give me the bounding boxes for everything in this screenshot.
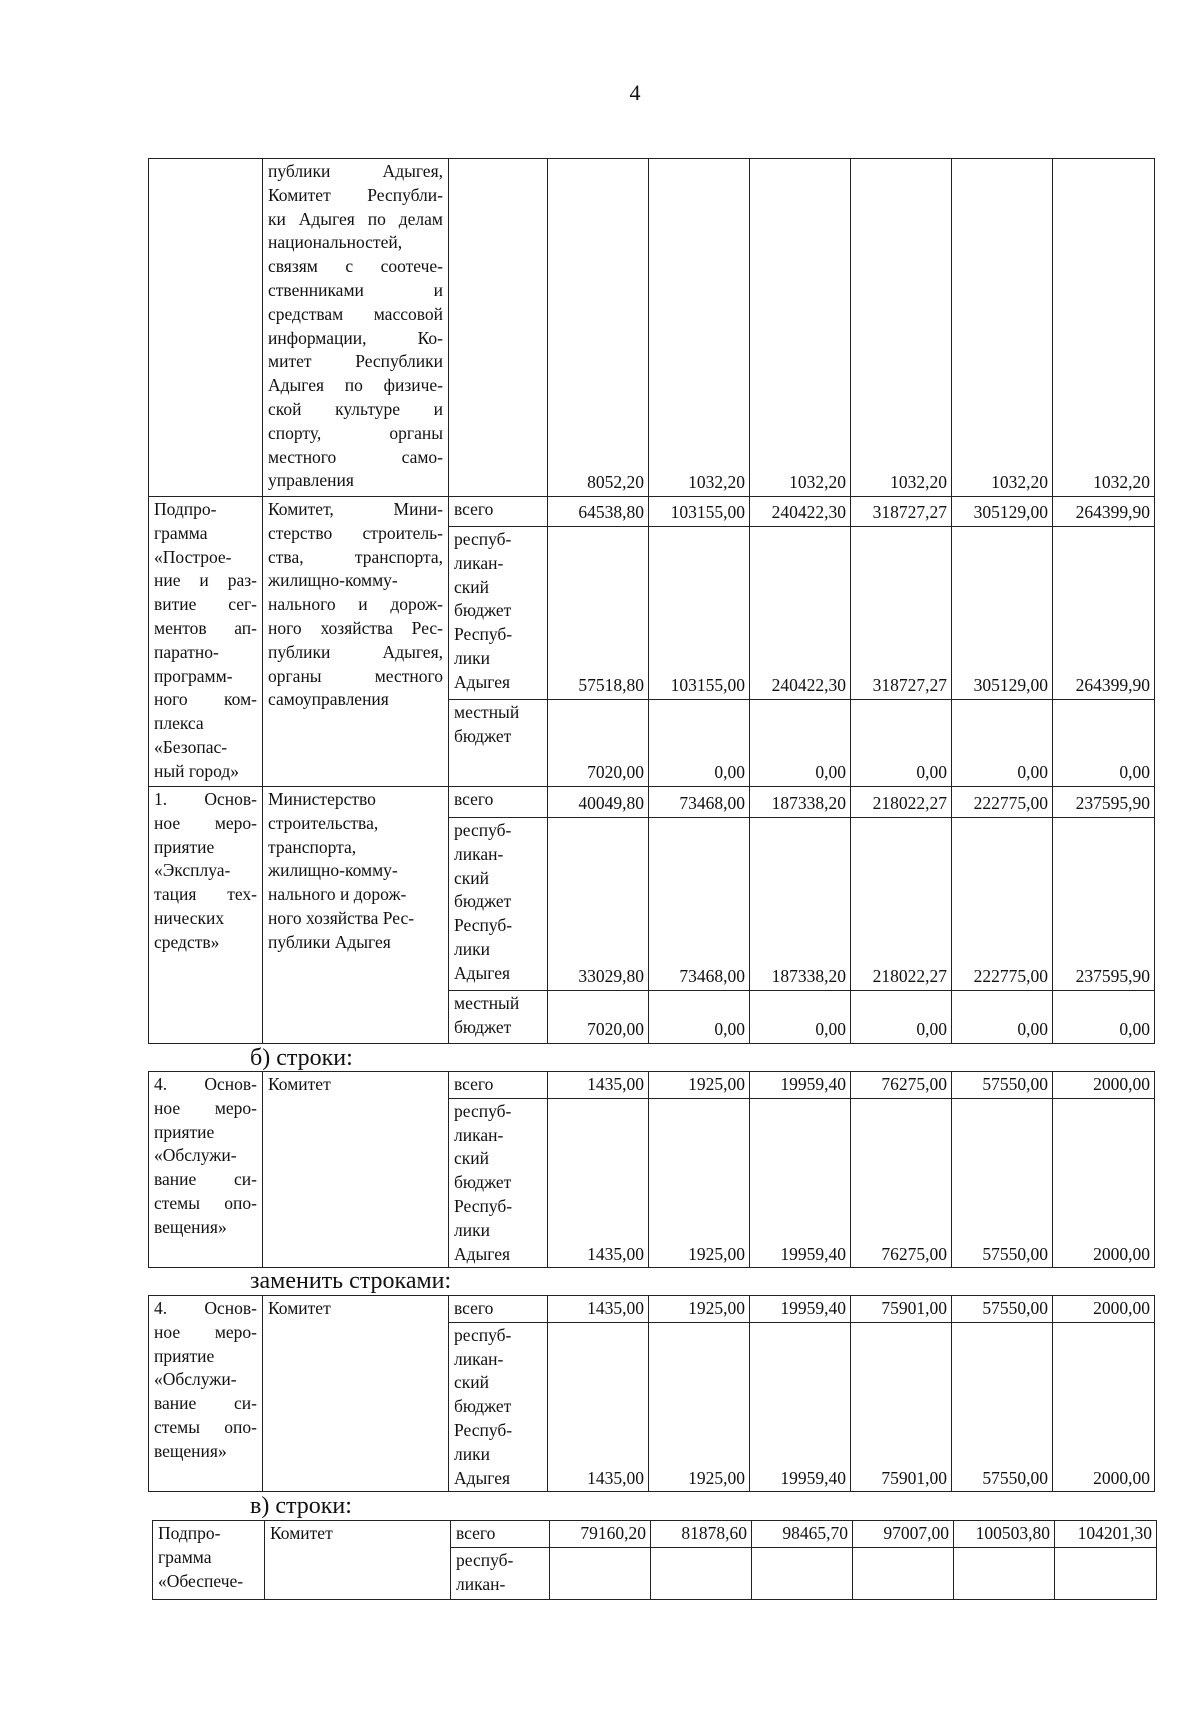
- value-cell: 76275,00: [851, 1098, 952, 1268]
- value-cell: 75901,00: [851, 1296, 952, 1323]
- table-row: [153, 1521, 1157, 1548]
- program-name-cell: Подпро- грамма «Обеспече-: [153, 1521, 265, 1600]
- value-cell: 0,00: [750, 991, 851, 1044]
- value-cell: 7020,00: [548, 991, 649, 1044]
- value-cell: 240422,30: [750, 497, 851, 527]
- value-cell: 57550,00: [952, 1296, 1053, 1323]
- section-heading: заменить строками:: [250, 1268, 452, 1294]
- value-cell: [1055, 1547, 1157, 1599]
- value-cell: 19959,40: [750, 1072, 851, 1099]
- value-cell: 1032,20: [851, 159, 952, 497]
- table-row: [149, 159, 1155, 497]
- value-cell: 218022,27: [851, 818, 952, 991]
- value-cell: [853, 1547, 954, 1599]
- value-cell: 222775,00: [952, 787, 1053, 818]
- value-cell: 0,00: [750, 700, 851, 787]
- value-cell: 0,00: [649, 700, 750, 787]
- funding-source-cell: респуб- ликан- ский бюджет Респуб- лики Адыгея: [449, 818, 548, 991]
- value-cell: 57550,00: [952, 1098, 1053, 1268]
- value-cell: 305129,00: [952, 497, 1053, 527]
- table-row: [149, 497, 1155, 527]
- value-cell: 40049,80: [548, 787, 649, 818]
- value-cell: 2000,00: [1053, 1322, 1155, 1492]
- value-cell: 0,00: [851, 991, 952, 1044]
- value-cell: 2000,00: [1053, 1296, 1155, 1323]
- program-name-cell: 4. Основ- ное меро- приятие «Обслужи- вание си- стемы опо- вещения»: [149, 1072, 263, 1268]
- value-cell: [550, 1547, 651, 1599]
- responsible-executor-cell: Комитет, Мини- стерство строитель- ства, транспорта, жилищно-комму- нального и дорож- ного хозяйства Рес- публики Адыгея, органы местного самоуправления: [263, 497, 449, 787]
- value-cell: 318727,27: [851, 527, 952, 700]
- value-cell: 8052,20: [548, 159, 649, 497]
- value-cell: 19959,40: [750, 1296, 851, 1323]
- value-cell: 237595,90: [1053, 818, 1155, 991]
- value-cell: 98465,70: [752, 1521, 853, 1548]
- value-cell: 57550,00: [952, 1072, 1053, 1099]
- value-cell: 218022,27: [851, 787, 952, 818]
- table-row: [149, 787, 1155, 818]
- responsible-executor-cell: Министерство строительства, транспорта, жилищно-комму- нального и дорож- ного хозяйства Рес- публики Адыгея: [263, 787, 449, 1044]
- funding-source-cell: респуб- ликан-: [451, 1547, 550, 1599]
- funding-source-cell: всего: [449, 1072, 548, 1099]
- table-row: [149, 1296, 1155, 1323]
- value-cell: 64538,80: [548, 497, 649, 527]
- section-heading: в) строки:: [250, 1493, 352, 1519]
- value-cell: 1435,00: [548, 1296, 649, 1323]
- program-name-cell: Подпро- грамма «Построе- ние и раз- витие сег- ментов ап- паратно- программ- ного ком- плекса «Безопас- ный город»: [149, 497, 263, 787]
- value-cell: 187338,20: [750, 818, 851, 991]
- funding-source-cell: местный бюджет: [449, 991, 548, 1044]
- program-name-cell: 1. Основ- ное меро- приятие «Эксплуа- тация тех- нических средств»: [149, 787, 263, 1044]
- subprogram-support-table: [152, 1520, 1157, 1600]
- value-cell: 264399,90: [1053, 527, 1155, 700]
- value-cell: 57550,00: [952, 1322, 1053, 1492]
- value-cell: 103155,00: [649, 497, 750, 527]
- funding-source-cell: всего: [451, 1521, 550, 1548]
- value-cell: 100503,80: [954, 1521, 1055, 1548]
- responsible-executor-cell: Комитет: [265, 1521, 451, 1600]
- value-cell: 318727,27: [851, 497, 952, 527]
- value-cell: 1435,00: [548, 1072, 649, 1099]
- value-cell: 1925,00: [649, 1296, 750, 1323]
- program-name-cell: [149, 159, 263, 497]
- value-cell: 1032,20: [649, 159, 750, 497]
- replacement-rows-table: [148, 1295, 1155, 1492]
- value-cell: 1032,20: [952, 159, 1053, 497]
- value-cell: 79160,20: [550, 1521, 651, 1548]
- funding-source-cell: всего: [449, 497, 548, 527]
- rows-to-replace-table: [148, 1071, 1155, 1268]
- value-cell: 1925,00: [649, 1072, 750, 1099]
- value-cell: 76275,00: [851, 1072, 952, 1099]
- value-cell: 222775,00: [952, 818, 1053, 991]
- funding-source-cell: местный бюджет: [449, 700, 548, 787]
- value-cell: 2000,00: [1053, 1072, 1155, 1099]
- value-cell: 0,00: [649, 991, 750, 1044]
- value-cell: 0,00: [851, 700, 952, 787]
- value-cell: 237595,90: [1053, 787, 1155, 818]
- value-cell: 19959,40: [750, 1098, 851, 1268]
- value-cell: 1032,20: [750, 159, 851, 497]
- value-cell: 81878,60: [651, 1521, 752, 1548]
- value-cell: 104201,30: [1055, 1521, 1157, 1548]
- funding-source-cell: всего: [449, 1296, 548, 1323]
- funding-source-cell: респуб- ликан- ский бюджет Респуб- лики Адыгея: [449, 1098, 548, 1268]
- value-cell: 19959,40: [750, 1322, 851, 1492]
- value-cell: [752, 1547, 853, 1599]
- value-cell: 1435,00: [548, 1322, 649, 1492]
- program-name-cell: 4. Основ- ное меро- приятие «Обслужи- вание си- стемы опо- вещения»: [149, 1296, 263, 1492]
- funding-source-cell: респуб- ликан- ский бюджет Респуб- лики Адыгея: [449, 1322, 548, 1492]
- value-cell: [651, 1547, 752, 1599]
- budget-table-continuation: [148, 158, 1155, 1044]
- value-cell: 0,00: [1053, 991, 1155, 1044]
- value-cell: 73468,00: [649, 818, 750, 991]
- funding-source-cell: респуб- ликан- ский бюджет Респуб- лики Адыгея: [449, 527, 548, 700]
- value-cell: 0,00: [952, 700, 1053, 787]
- value-cell: 7020,00: [548, 700, 649, 787]
- table-row: [149, 1072, 1155, 1099]
- value-cell: 97007,00: [853, 1521, 954, 1548]
- value-cell: 1435,00: [548, 1098, 649, 1268]
- value-cell: 1032,20: [1053, 159, 1155, 497]
- value-cell: 103155,00: [649, 527, 750, 700]
- section-heading: б) строки:: [250, 1045, 353, 1071]
- value-cell: 0,00: [952, 991, 1053, 1044]
- value-cell: 33029,80: [548, 818, 649, 991]
- value-cell: 75901,00: [851, 1322, 952, 1492]
- responsible-executor-cell: Комитет: [263, 1072, 449, 1268]
- value-cell: 2000,00: [1053, 1098, 1155, 1268]
- value-cell: 57518,80: [548, 527, 649, 700]
- value-cell: 1925,00: [649, 1322, 750, 1492]
- value-cell: 0,00: [1053, 700, 1155, 787]
- funding-source-cell: [449, 159, 548, 497]
- page-number: 4: [629, 80, 641, 105]
- value-cell: 73468,00: [649, 787, 750, 818]
- value-cell: 1925,00: [649, 1098, 750, 1268]
- value-cell: [954, 1547, 1055, 1599]
- funding-source-cell: всего: [449, 787, 548, 818]
- responsible-executor-cell: Комитет: [263, 1296, 449, 1492]
- value-cell: 187338,20: [750, 787, 851, 818]
- responsible-executor-cell: публики Адыгея, Комитет Республи- ки Адыгея по делам национальностей, связям с соотече- ственниками и средствам массовой информации, Ко- митет Республики Адыгея по физиче- ской культуре и спорту, органы местного само- управления: [263, 159, 449, 497]
- value-cell: 264399,90: [1053, 497, 1155, 527]
- value-cell: 240422,30: [750, 527, 851, 700]
- value-cell: 305129,00: [952, 527, 1053, 700]
